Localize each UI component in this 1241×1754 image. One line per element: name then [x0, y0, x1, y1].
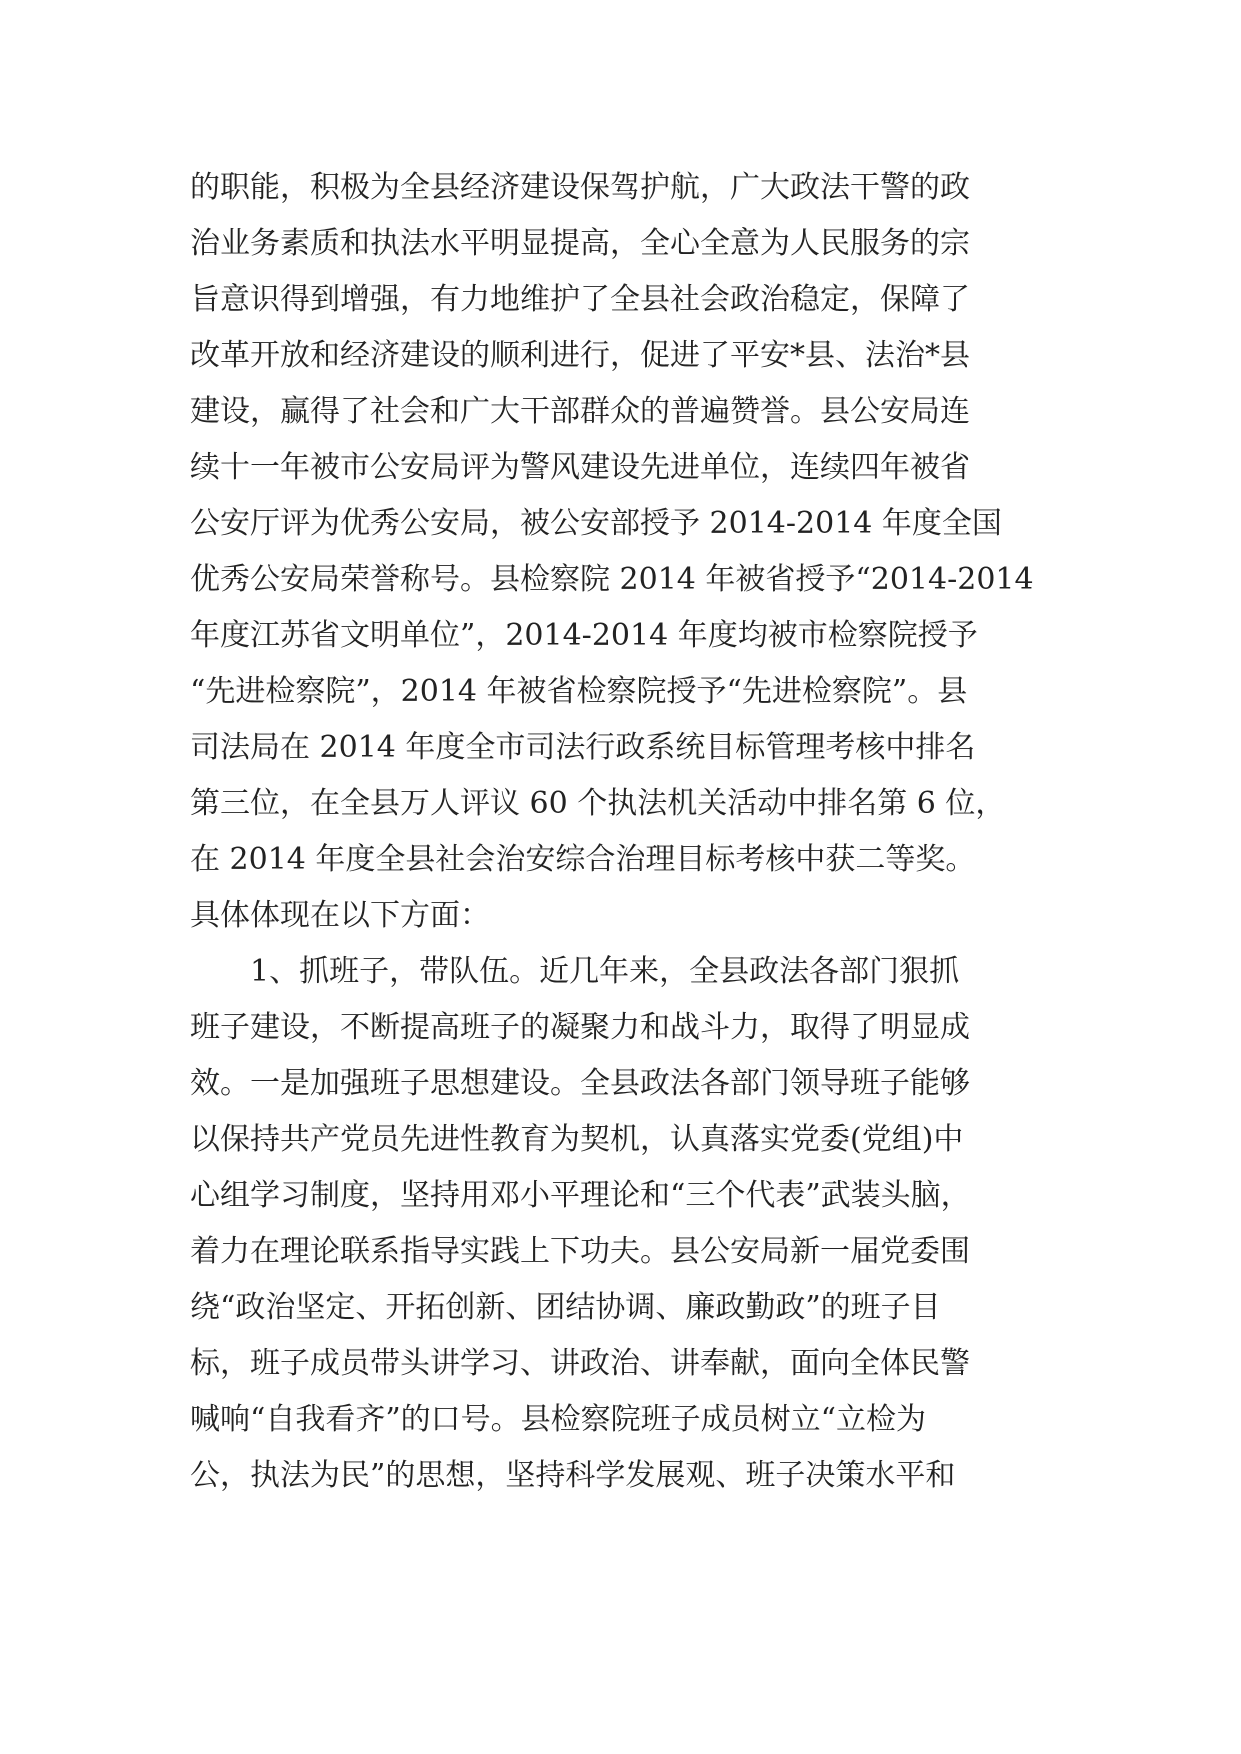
text-line-12: 第三位，在全县万人评议 60 个执法机关活动中排名第 6 位，	[190, 786, 1006, 821]
text-line-6: 续十一年被市公安局评为警风建设先进单位，连续四年被省	[190, 450, 970, 485]
text-line-24: 公，执法为民”的思想，坚持科学发展观、班子决策水平和	[190, 1458, 956, 1493]
text-line-13: 在 2014 年度全县社会治安综合治理目标考核中获二等奖。	[190, 842, 976, 877]
text-line-16: 班子建设，不断提高班子的凝聚力和战斗力，取得了明显成	[190, 1010, 970, 1045]
text-line-22: 标，班子成员带头讲学习、讲政治、讲奉献，面向全体民警	[190, 1346, 970, 1381]
text-line-2: 治业务素质和执法水平明显提高，全心全意为人民服务的宗	[190, 226, 970, 261]
text-line-4: 改革开放和经济建设的顺利进行，促进了平安*县、法治*县	[190, 338, 970, 373]
text-line-5: 建设，赢得了社会和广大干部群众的普遍赞誉。县公安局连	[190, 394, 970, 429]
text-line-19: 心组学习制度，坚持用邓小平理论和“三个代表”武装头脑，	[190, 1178, 971, 1213]
text-line-9: 年度江苏省文明单位”，2014-2014 年度均被市检察院授予	[190, 618, 978, 653]
text-line-18: 以保持共产党员先进性教育为契机，认真落实党委(党组)中	[190, 1122, 964, 1157]
text-line-8: 优秀公安局荣誉称号。县检察院 2014 年被省授予“2014-2014	[190, 562, 1034, 597]
paragraph-start-line: 1、抓班子，带队伍。近几年来，全县政法各部门狠抓	[250, 954, 960, 989]
text-line-3: 旨意识得到增强，有力地维护了全县社会政治稳定，保障了	[190, 282, 970, 317]
text-line-10: “先进检察院”，2014 年被省检察院授予“先进检察院”。县	[190, 674, 968, 709]
text-line-20: 着力在理论联系指导实践上下功夫。县公安局新一届党委围	[190, 1234, 970, 1269]
text-line-14: 具体体现在以下方面：	[190, 898, 490, 933]
text-line-11: 司法局在 2014 年度全市司法行政系统目标管理考核中排名	[190, 730, 976, 765]
body-text	[190, 160, 1050, 1504]
text-line-21: 绕“政治坚定、开拓创新、团结协调、廉政勤政”的班子目	[190, 1290, 941, 1325]
text-line-17: 效。一是加强班子思想建设。全县政法各部门领导班子能够	[190, 1066, 970, 1101]
text-line-7: 公安厅评为优秀公安局，被公安部授予 2014-2014 年度全国	[190, 506, 1002, 541]
text-line-1: 的职能，积极为全县经济建设保驾护航，广大政法干警的政	[190, 170, 970, 205]
text-line-23: 喊响“自我看齐”的口号。县检察院班子成员树立“立检为	[190, 1402, 927, 1437]
